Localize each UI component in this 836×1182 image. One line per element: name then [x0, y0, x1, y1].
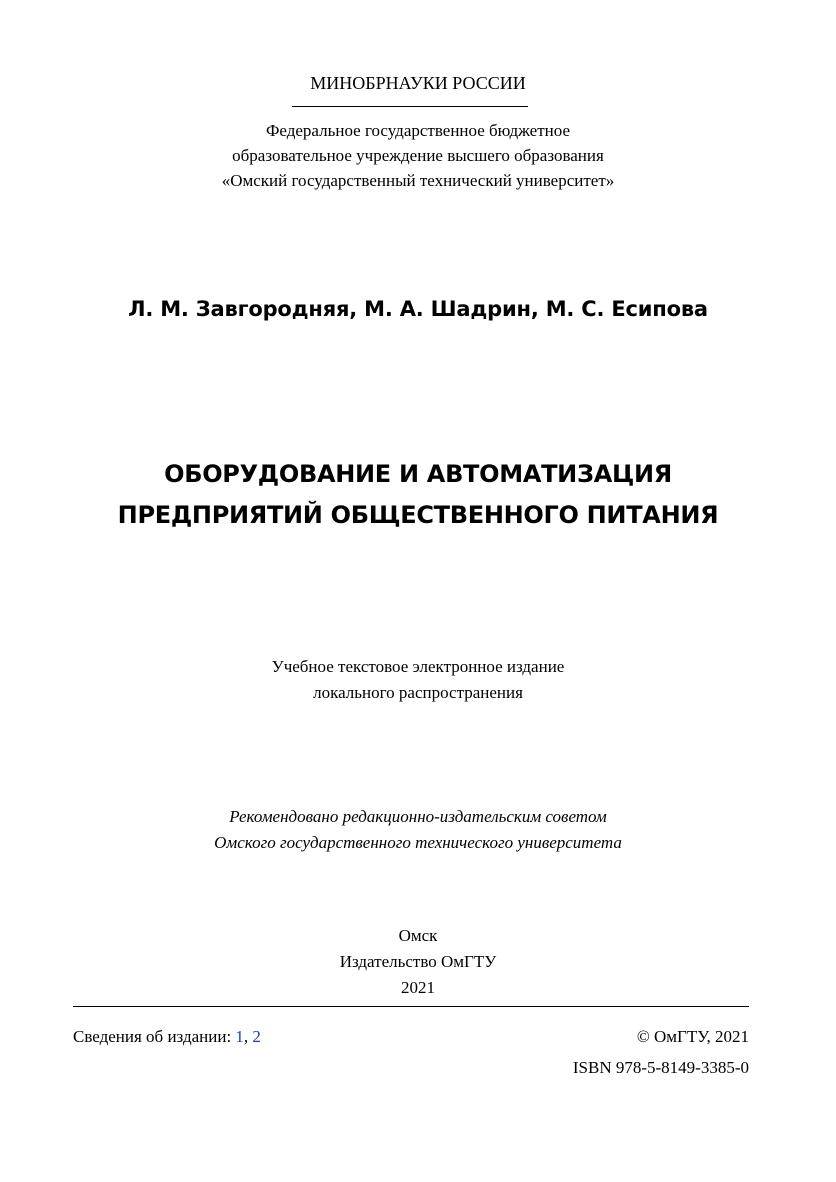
- edition-type: [0, 654, 836, 706]
- footer-divider: [73, 1006, 749, 1007]
- institution-line-2: образовательное учреждение высшего образования: [232, 146, 604, 165]
- recommendation-line-2: Омского государственного технического университета: [214, 833, 622, 852]
- edition-line-1: Учебное текстовое электронное издание: [271, 657, 565, 676]
- edition-info-link-2[interactable]: 2: [252, 1027, 261, 1046]
- recommendation-line-1: Рекомендовано редакционно-издательским советом: [229, 807, 607, 826]
- institution-line-3: «Омский государственный технический университет»: [221, 171, 615, 190]
- imprint-city: Омск: [398, 926, 438, 945]
- edition-info-separator: ,: [243, 1027, 253, 1046]
- copyright: © ОмГТУ, 2021: [636, 1027, 749, 1046]
- title-line-2: ПРЕДПРИЯТИЙ ОБЩЕСТВЕННОГО ПИТАНИЯ: [117, 501, 719, 529]
- book-title: [0, 454, 836, 536]
- edition-info-label: Сведения об издании:: [73, 1027, 236, 1046]
- ministry-underline: [292, 106, 528, 107]
- authors: Л. М. Завгородняя, М. А. Шадрин, М. С. Есипова: [128, 297, 708, 321]
- institution-name: [0, 118, 836, 193]
- edition-line-2: локального распространения: [313, 683, 523, 702]
- institution-line-1: Федеральное государственное бюджетное: [265, 121, 571, 140]
- edition-info: [73, 1025, 261, 1049]
- isbn: ISBN 978-5-8149-3385-0: [572, 1058, 749, 1077]
- imprint-year: 2021: [401, 978, 435, 997]
- edition-info-link-1[interactable]: 1: [235, 1027, 244, 1046]
- ministry-name: МИНОБРНАУКИ РОССИИ: [310, 73, 526, 93]
- imprint: [0, 923, 836, 1001]
- recommendation-note: [0, 804, 836, 856]
- imprint-publisher: Издательство ОмГТУ: [339, 952, 497, 971]
- title-line-1: ОБОРУДОВАНИЕ И АВТОМАТИЗАЦИЯ: [164, 460, 672, 488]
